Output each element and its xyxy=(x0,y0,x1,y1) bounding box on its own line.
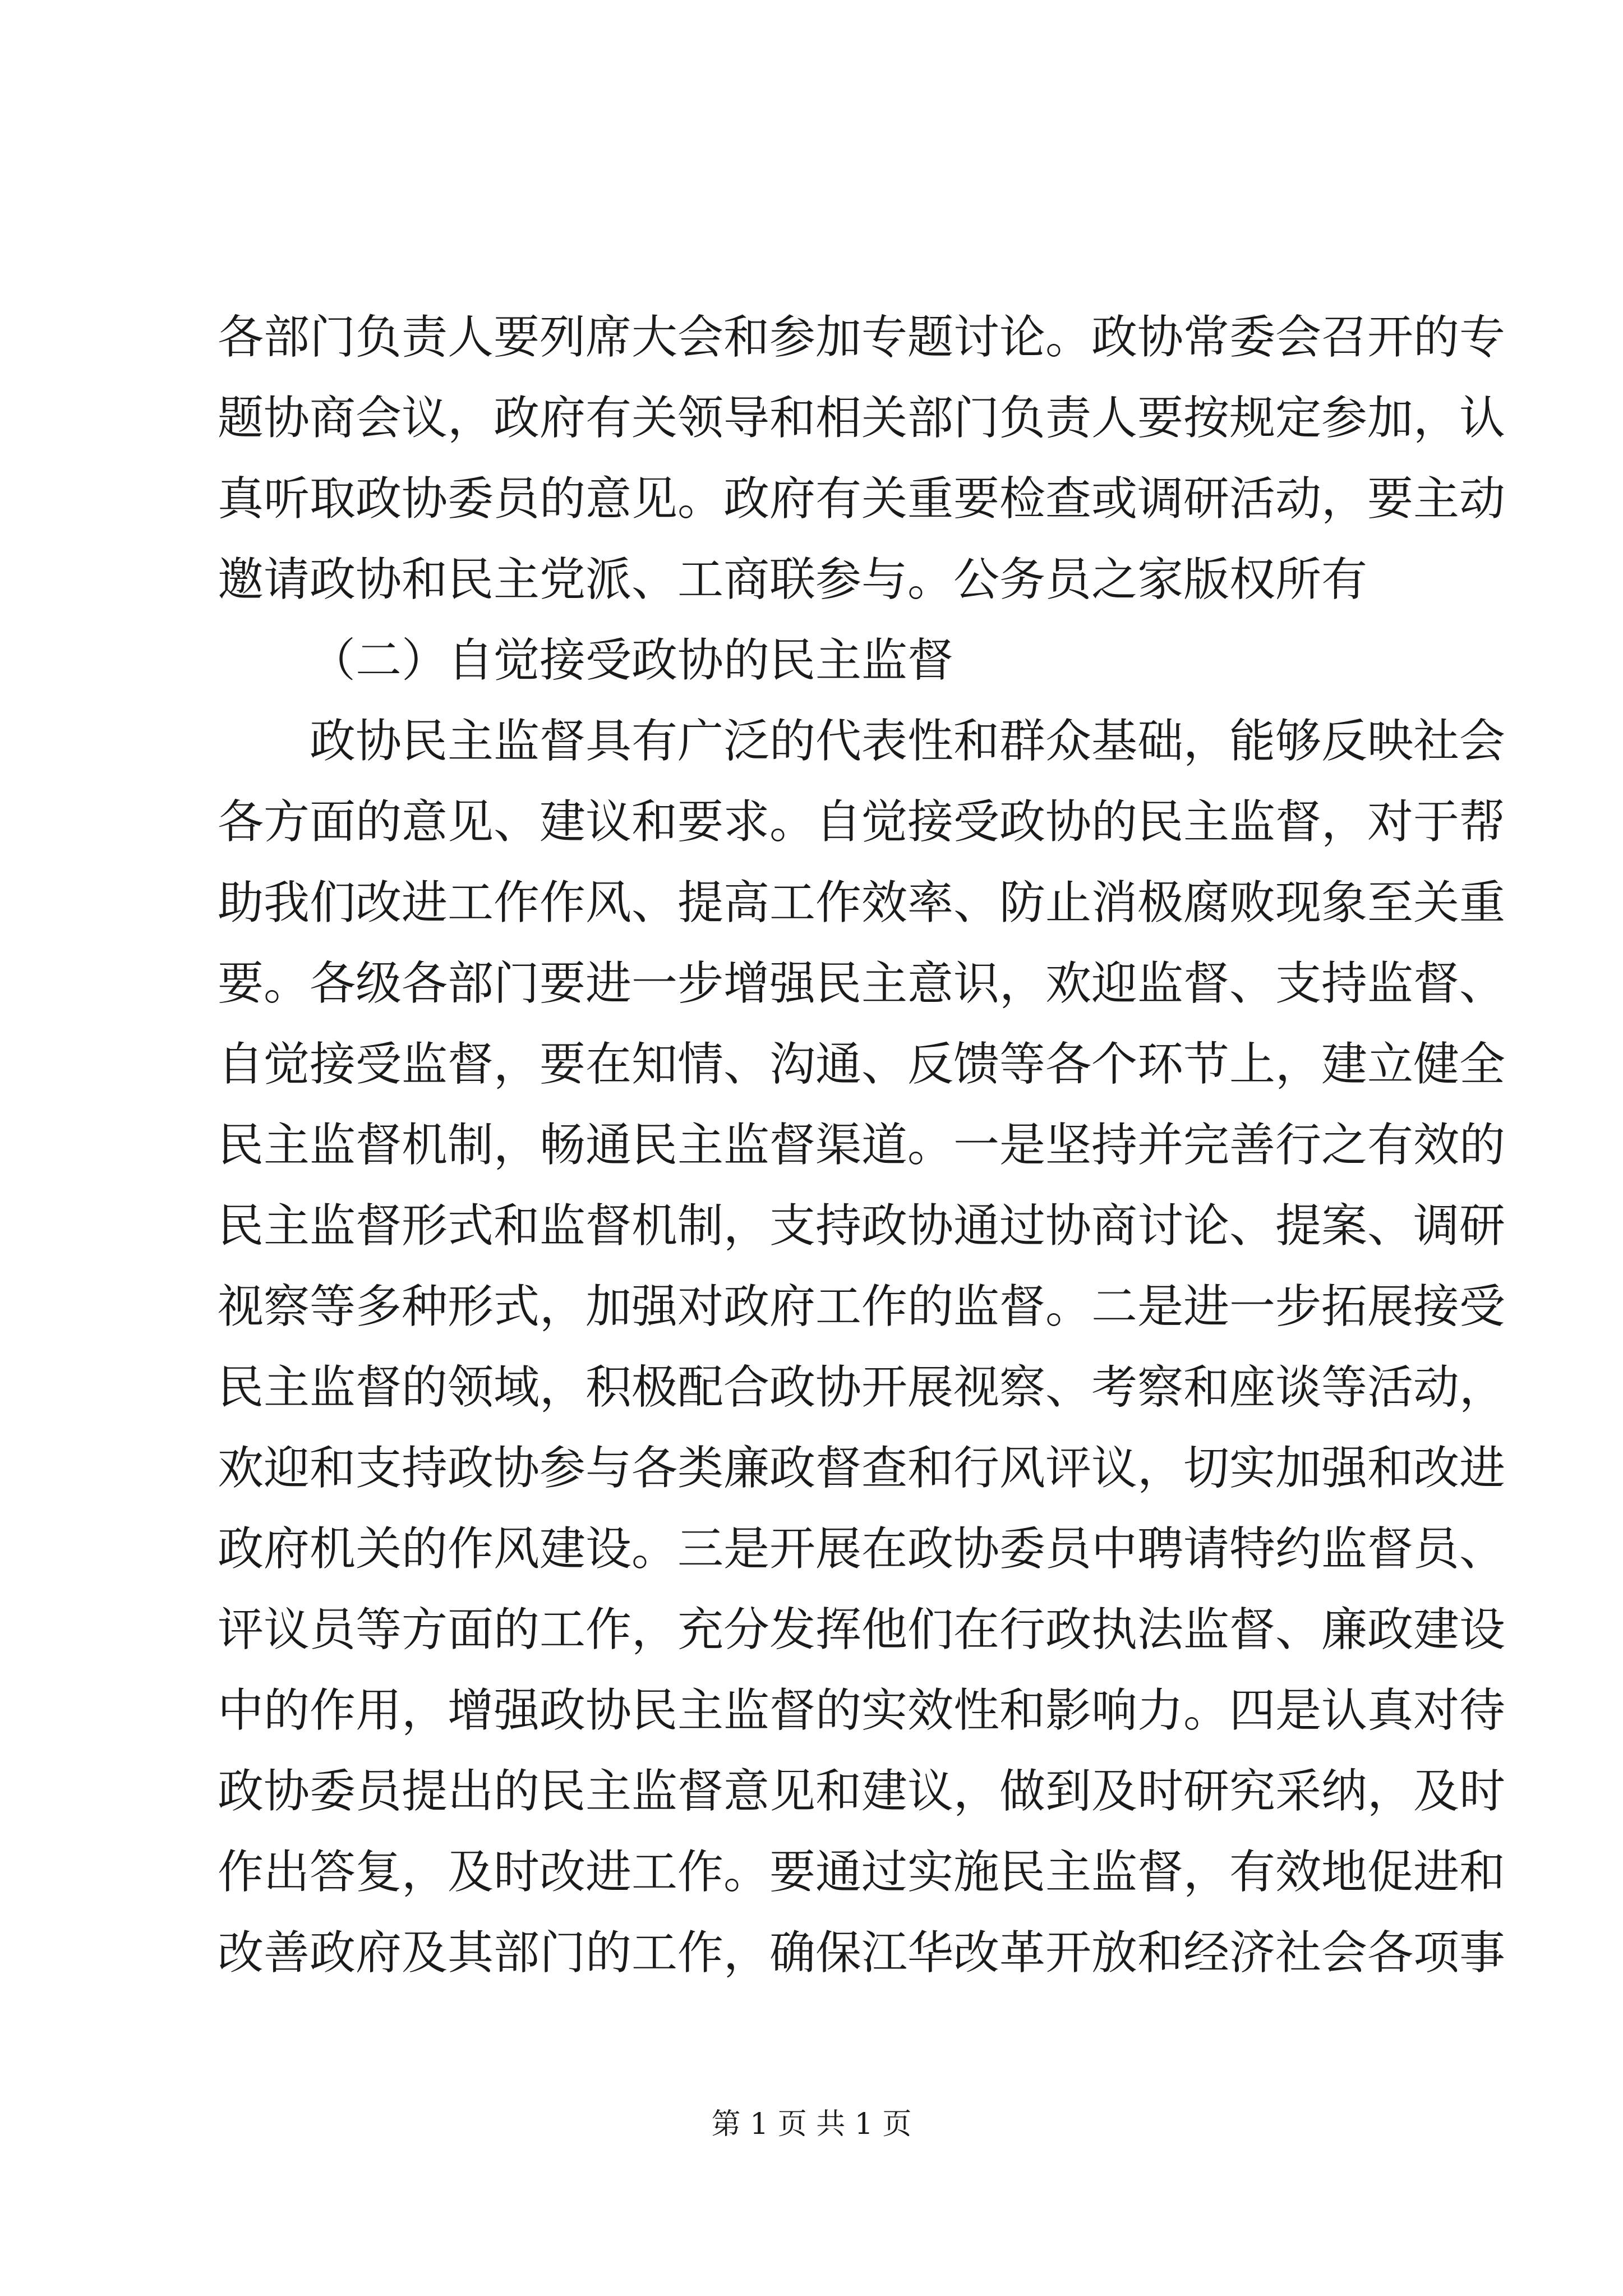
text-line: 评议员等方面的工作，充分发挥他们在行政执法监督、廉政建设 xyxy=(218,1603,1506,1657)
text-line: 民主监督的领域，积极配合政协开展视察、考察和座谈等活动， xyxy=(218,1361,1506,1414)
text-line: 中的作用，增强政协民主监督的实效性和影响力。四是认真对待 xyxy=(218,1684,1506,1737)
text-line: 要。各级各部门要进一步增强民主意识，欢迎监督、支持监督、 xyxy=(218,957,1506,1010)
text-line: 助我们改进工作作风、提高工作效率、防止消极腐败现象至关重 xyxy=(218,876,1506,930)
text-line: 视察等多种形式，加强对政府工作的监督。二是进一步拓展接受 xyxy=(218,1280,1506,1333)
text-line: 政府机关的作风建设。三是开展在政协委员中聘请特约监督员、 xyxy=(218,1522,1506,1576)
section-heading-text: （二）自觉接受政协的民主监督 xyxy=(310,634,954,687)
text-line: 欢迎和支持政协参与各类廉政督查和行风评议，切实加强和改进 xyxy=(218,1442,1506,1495)
text-line: 民主监督机制，畅通民主监督渠道。一是坚持并完善行之有效的 xyxy=(218,1119,1506,1172)
paragraph-democratic-supervision xyxy=(218,701,1506,1994)
text-line: 真听取政协委员的意见。政府有关重要检查或调研活动，要主动 xyxy=(218,472,1506,526)
text-line: 自觉接受监督，要在知情、沟通、反馈等各个环节上，建立健全 xyxy=(218,1038,1506,1091)
text-line: 各部门负责人要列席大会和参加专题讨论。政协常委会召开的专 xyxy=(218,311,1506,364)
text-line: 政协民主监督具有广泛的代表性和群众基础，能够反映社会 xyxy=(310,715,1506,768)
text-line: 各方面的意见、建议和要求。自觉接受政协的民主监督，对于帮 xyxy=(218,795,1506,849)
text-line: 改善政府及其部门的工作，确保江华改革开放和经济社会各项事 xyxy=(218,1926,1506,1980)
text-line: 邀请政协和民主党派、工商联参与。公务员之家版权所有 xyxy=(218,553,1368,606)
text-line: 民主监督形式和监督机制，支持政协通过协商讨论、提案、调研 xyxy=(218,1199,1506,1253)
document-body xyxy=(218,297,1506,1994)
text-line: 作出答复，及时改进工作。要通过实施民主监督，有效地促进和 xyxy=(218,1846,1506,1899)
paragraph-continued xyxy=(218,297,1506,620)
section-heading xyxy=(218,620,1418,701)
page-number-footer: 第 1 页 共 1 页 xyxy=(711,2108,912,2141)
text-line: 政协委员提出的民主监督意见和建议，做到及时研究采纳，及时 xyxy=(218,1765,1506,1818)
text-line: 题协商会议，政府有关领导和相关部门负责人要按规定参加，认 xyxy=(218,392,1506,445)
